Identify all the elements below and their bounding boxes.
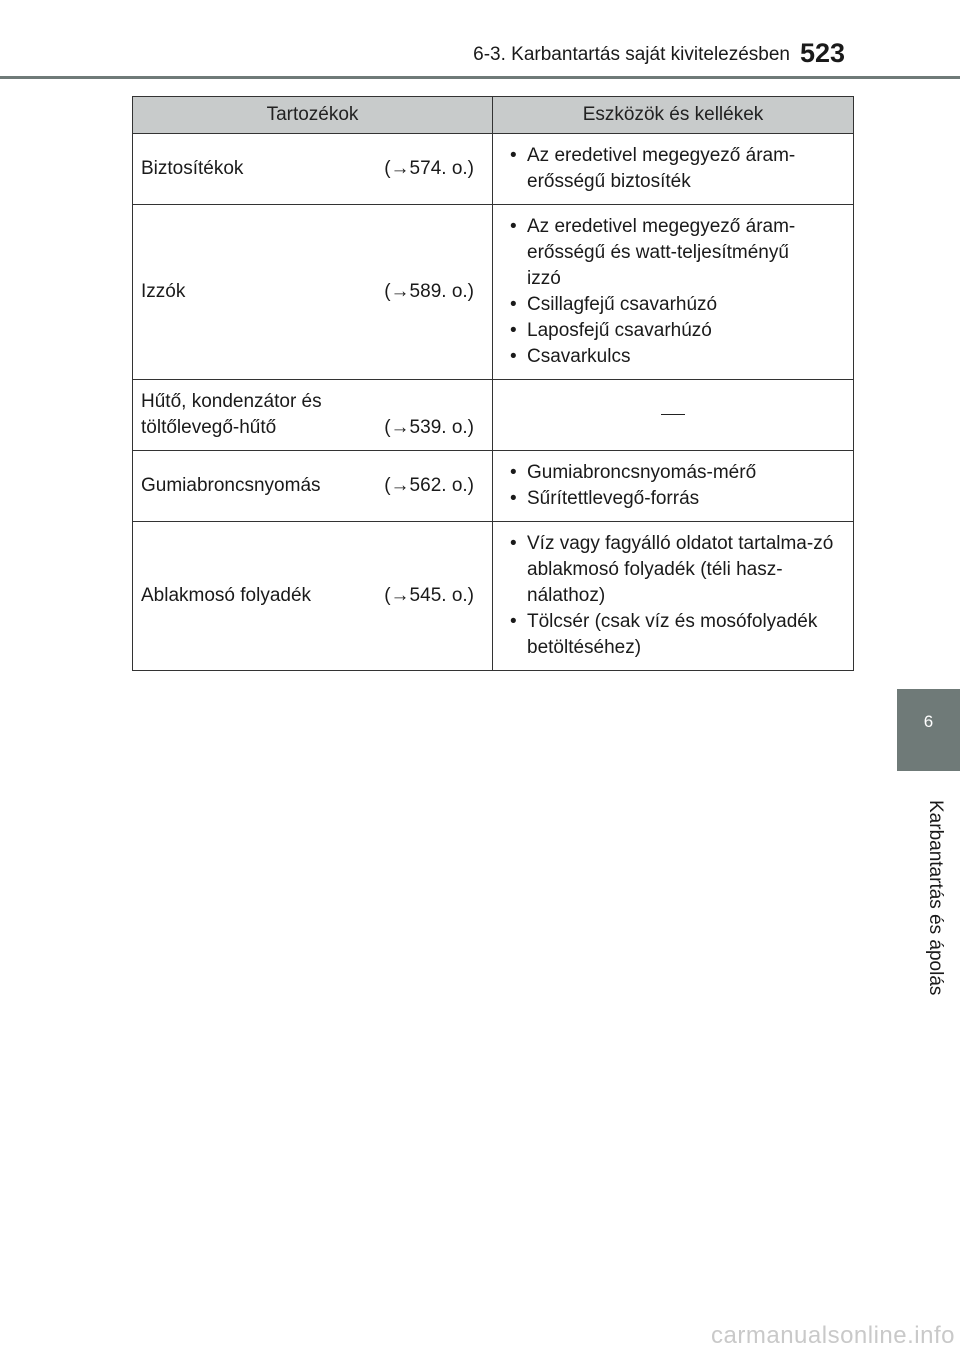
tools-list: [501, 460, 845, 512]
chapter-title: Karbantartás és ápolás: [925, 800, 946, 996]
page-reference: (→539. o.): [384, 417, 474, 438]
tools-list: [501, 143, 845, 195]
part-name-line: Hűtő, kondenzátor és: [141, 391, 322, 412]
chapter-number: 6: [923, 712, 934, 731]
table-row: [133, 380, 854, 451]
list-item: • Csillagfejű csavarhúzó: [501, 292, 845, 318]
part-name: Izzók: [141, 281, 186, 302]
part-cell: [133, 205, 493, 380]
chapter-tab: [897, 689, 960, 771]
list-item: • Tölcsér (csak víz és mosófolyadék betöltéséhez): [501, 609, 845, 661]
tools-cell: [493, 205, 854, 380]
table-header-row: [133, 97, 854, 134]
list-item: • Az eredetivel megegyező áram-erősségű és watt-teljesítményű izzó: [501, 214, 827, 292]
list-item: • Laposfejű csavarhúzó: [501, 318, 845, 344]
list-item: • Víz vagy fagyálló oldatot tartalma-zó ablakmosó folyadék (téli hasz-nálathoz): [501, 531, 843, 609]
tools-cell: [493, 451, 854, 522]
tools-list: [501, 531, 845, 661]
page-reference: (→545. o.): [384, 585, 474, 606]
column-header-parts: Tartozékok: [133, 97, 493, 134]
part-name: Biztosítékok: [141, 158, 244, 179]
part-name: Ablakmosó folyadék: [141, 585, 312, 606]
part-cell: [133, 380, 493, 451]
table-row: [133, 205, 854, 380]
column-header-tools: Eszközök és kellékek: [493, 97, 854, 134]
page-number: 523: [800, 38, 846, 68]
tools-cell: [493, 134, 854, 205]
tools-cell-empty: [493, 380, 854, 451]
table-row: [133, 522, 854, 671]
table-row: [133, 134, 854, 205]
part-cell: [133, 451, 493, 522]
section-title: 6-3. Karbantartás saját kivitelezésben: [473, 44, 790, 65]
tools-cell: [493, 522, 854, 671]
list-item: • Sűrítettlevegő-forrás: [501, 486, 845, 512]
page-reference: (→562. o.): [384, 475, 474, 496]
page-reference: (→574. o.): [384, 158, 474, 179]
part-name-line: töltőlevegő-hűtő: [141, 417, 277, 438]
list-item: • Az eredetivel megegyező áram-erősségű biztosíték: [501, 143, 827, 195]
watermark: carmanualsonline.info: [711, 1322, 955, 1349]
parts-tools-table: [132, 96, 854, 671]
table-row: [133, 451, 854, 522]
list-item: • Gumiabroncsnyomás-mérő: [501, 460, 845, 486]
part-cell: [133, 522, 493, 671]
page-reference: (→589. o.): [384, 281, 474, 302]
list-item: • Csavarkulcs: [501, 344, 845, 370]
part-cell: [133, 134, 493, 205]
header-rule: [0, 76, 960, 79]
tools-list: [501, 214, 845, 370]
em-dash: [661, 414, 685, 415]
part-name: Gumiabroncsnyomás: [141, 475, 321, 496]
